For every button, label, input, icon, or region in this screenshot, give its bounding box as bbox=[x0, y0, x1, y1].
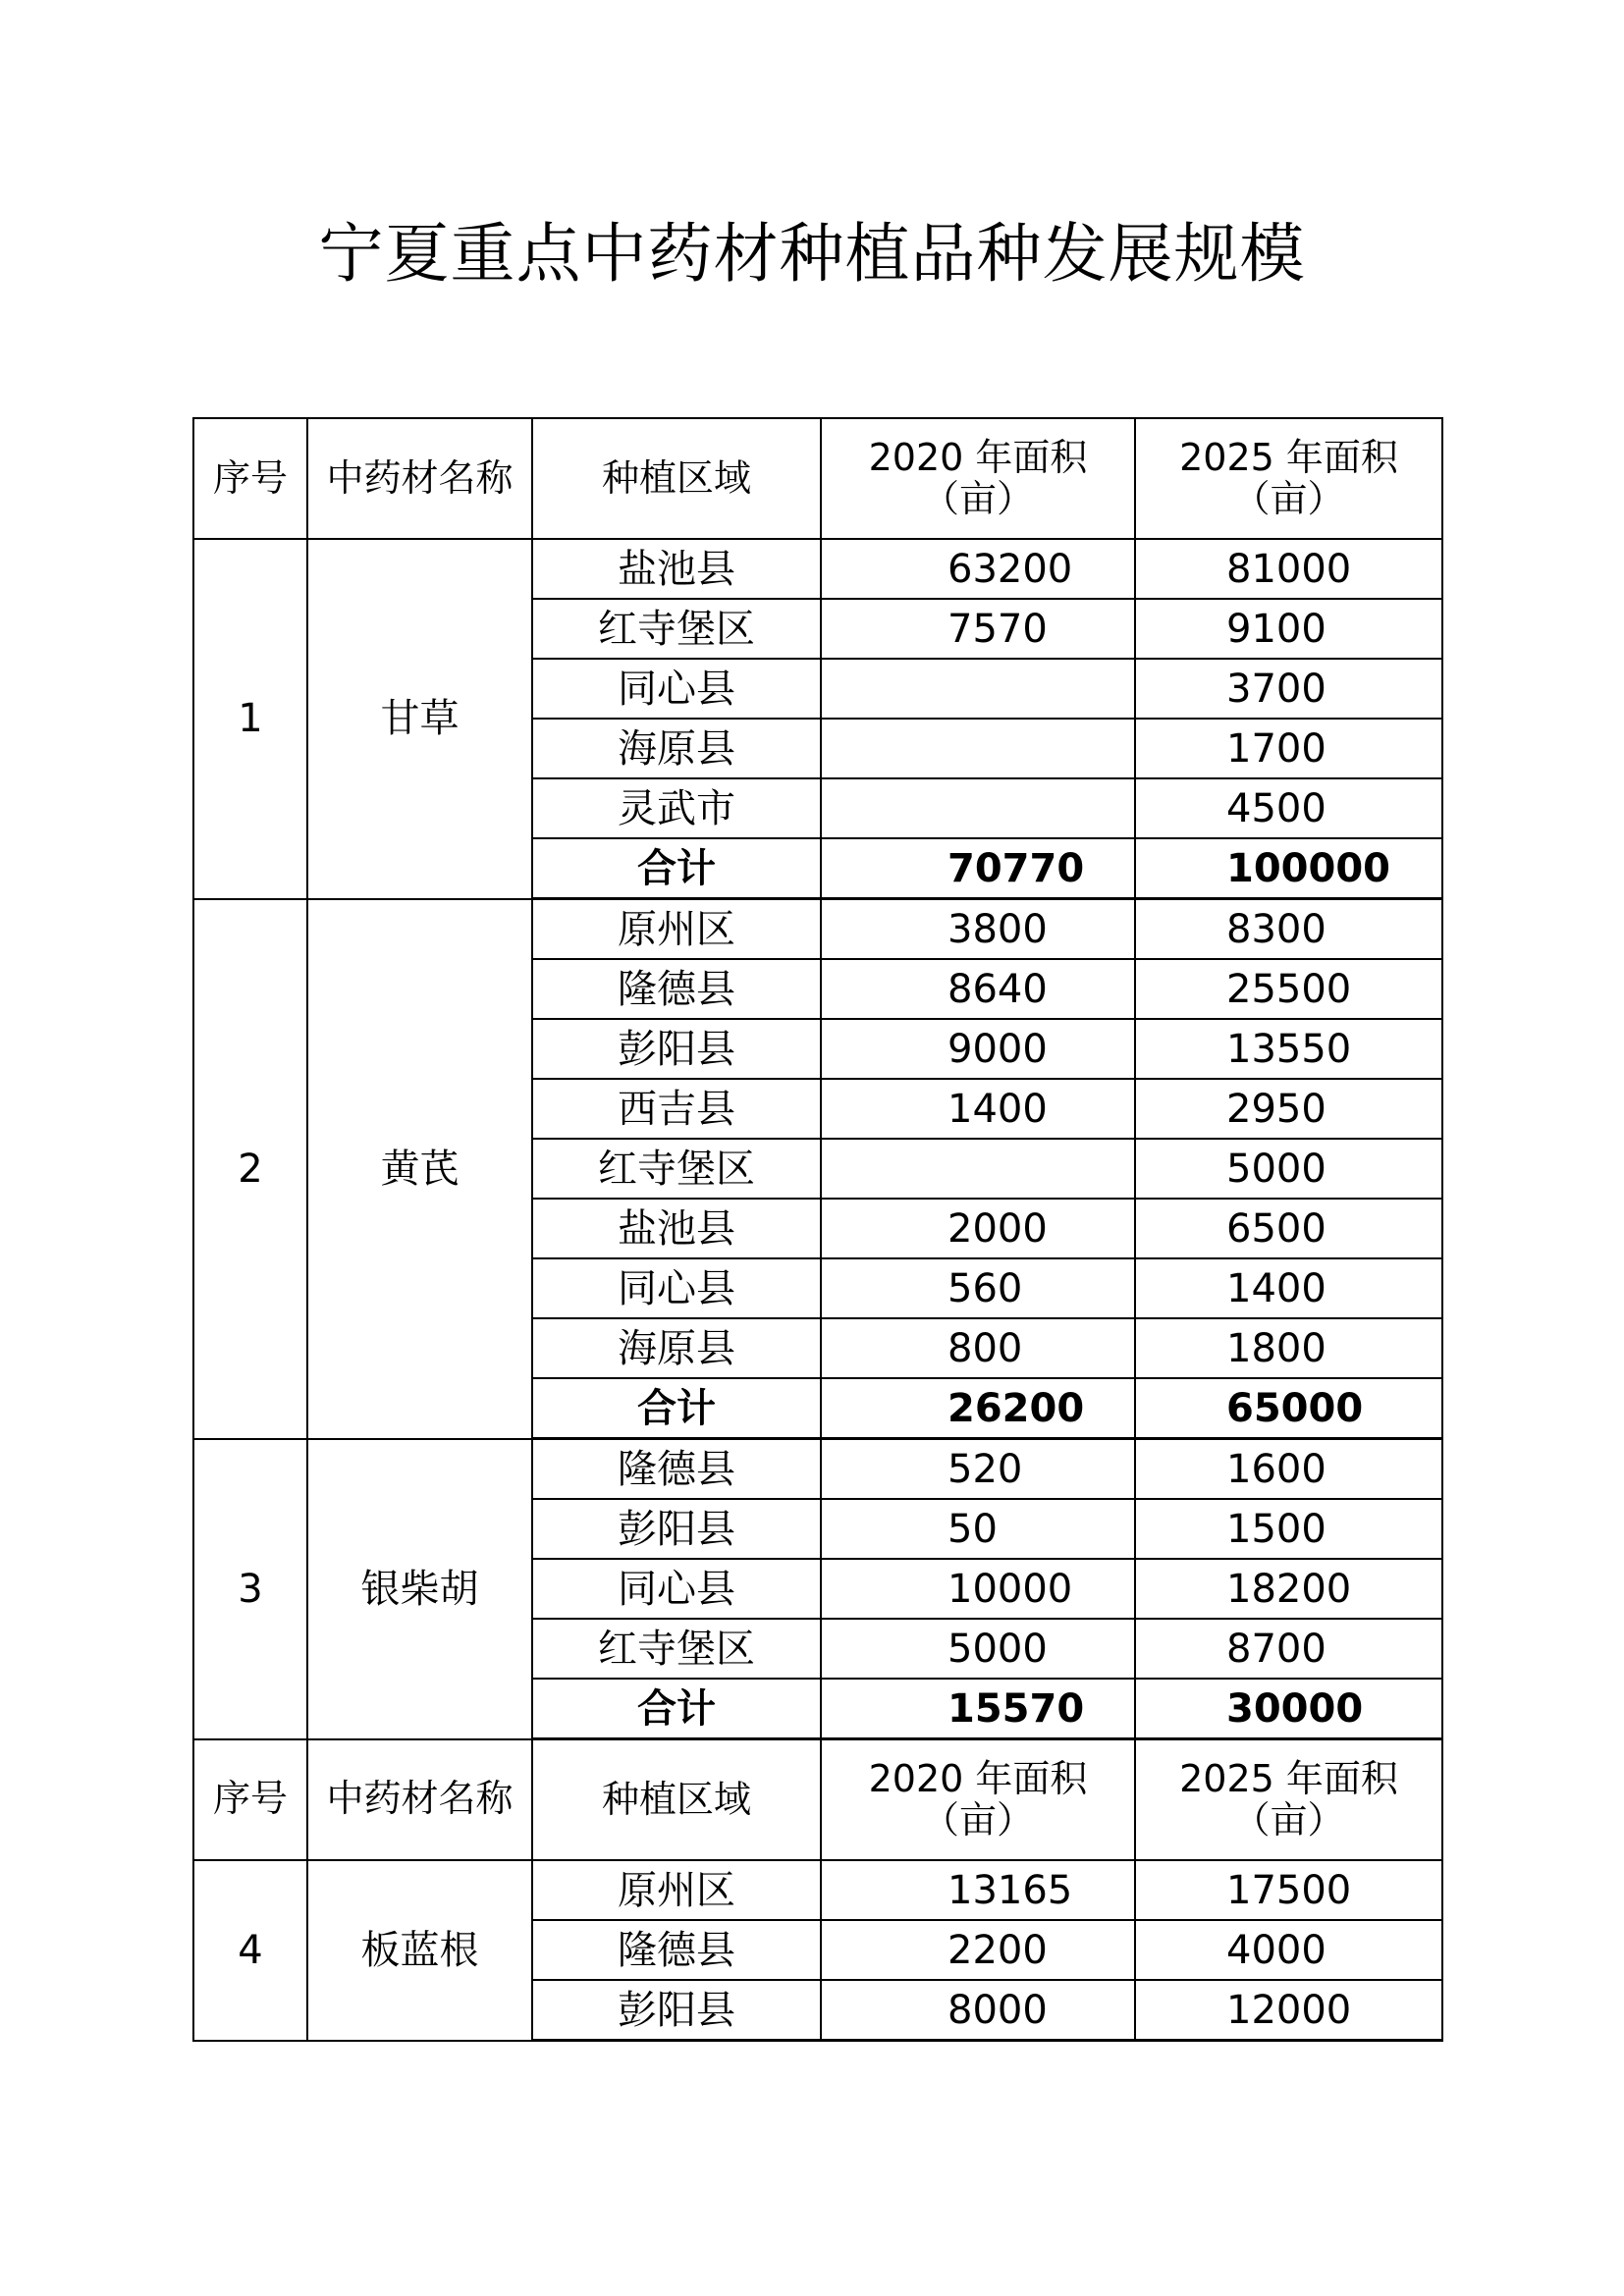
area-2025-cell: 6500 bbox=[1135, 1199, 1442, 1258]
area-2020-cell: 70770 bbox=[821, 838, 1135, 899]
area-2025-cell: 9100 bbox=[1135, 599, 1442, 659]
area-2020-cell: 1400 bbox=[821, 1079, 1135, 1139]
region-cell: 同心县 bbox=[532, 659, 821, 719]
header-area-2020 bbox=[821, 1739, 1135, 1861]
total-label-cell: 合计 bbox=[532, 838, 821, 899]
herb-name-cell: 黄芪 bbox=[307, 899, 532, 1439]
header-seq: 序号 bbox=[193, 1739, 307, 1861]
header-region: 种植区域 bbox=[532, 418, 821, 539]
area-2020-cell: 7570 bbox=[821, 599, 1135, 659]
area-2020-cell: 520 bbox=[821, 1439, 1135, 1500]
page-title: 宁夏重点中药材种植品种发展规模 bbox=[318, 216, 1306, 292]
area-2025-cell: 1800 bbox=[1135, 1318, 1442, 1378]
region-cell: 原州区 bbox=[532, 1860, 821, 1920]
header-area-2020-label: 2020 年面积 bbox=[868, 435, 1088, 479]
table-row bbox=[193, 539, 1442, 599]
area-2025-cell: 3700 bbox=[1135, 659, 1442, 719]
area-2025-cell: 13550 bbox=[1135, 1019, 1442, 1079]
area-2020-cell: 5000 bbox=[821, 1619, 1135, 1679]
seq-cell: 3 bbox=[193, 1439, 307, 1739]
table-header-row bbox=[193, 418, 1442, 539]
area-2020-cell bbox=[821, 719, 1135, 778]
region-cell: 红寺堡区 bbox=[532, 599, 821, 659]
area-2025-cell: 4500 bbox=[1135, 778, 1442, 838]
table-row bbox=[193, 1860, 1442, 1920]
region-cell: 隆德县 bbox=[532, 1439, 821, 1500]
header-area-2020-label: 2020 年面积 bbox=[868, 1756, 1088, 1800]
area-2025-cell: 25500 bbox=[1135, 959, 1442, 1019]
area-2025-cell: 100000 bbox=[1135, 838, 1442, 899]
area-2025-cell: 18200 bbox=[1135, 1559, 1442, 1619]
region-cell: 隆德县 bbox=[532, 1920, 821, 1980]
area-2020-cell: 63200 bbox=[821, 539, 1135, 599]
area-2020-cell bbox=[821, 778, 1135, 838]
area-2020-cell bbox=[821, 659, 1135, 719]
area-2025-cell: 8300 bbox=[1135, 899, 1442, 960]
header-area-2025-label: 2025 年面积 bbox=[1179, 1756, 1398, 1800]
herb-name-cell: 甘草 bbox=[307, 539, 532, 899]
header-region: 种植区域 bbox=[532, 1739, 821, 1861]
area-2020-cell: 50 bbox=[821, 1499, 1135, 1559]
region-cell: 同心县 bbox=[532, 1559, 821, 1619]
region-cell: 彭阳县 bbox=[532, 1980, 821, 2041]
area-2025-cell: 1600 bbox=[1135, 1439, 1442, 1500]
herb-name-cell: 板蓝根 bbox=[307, 1860, 532, 2041]
seq-cell: 2 bbox=[193, 899, 307, 1439]
herb-name-cell: 银柴胡 bbox=[307, 1439, 532, 1739]
region-cell: 隆德县 bbox=[532, 959, 821, 1019]
region-cell: 彭阳县 bbox=[532, 1019, 821, 1079]
header-area-2020 bbox=[821, 418, 1135, 539]
region-cell: 海原县 bbox=[532, 1318, 821, 1378]
area-2025-cell: 65000 bbox=[1135, 1378, 1442, 1439]
area-2025-cell: 12000 bbox=[1135, 1980, 1442, 2041]
area-2025-cell: 2950 bbox=[1135, 1079, 1442, 1139]
header-area-2020-unit: （亩） bbox=[921, 1797, 1034, 1842]
seq-cell: 4 bbox=[193, 1860, 307, 2041]
table-row bbox=[193, 1439, 1442, 1500]
area-2020-cell: 26200 bbox=[821, 1378, 1135, 1439]
region-cell: 红寺堡区 bbox=[532, 1619, 821, 1679]
area-2025-cell: 5000 bbox=[1135, 1139, 1442, 1199]
total-label-cell: 合计 bbox=[532, 1679, 821, 1739]
area-2020-cell: 800 bbox=[821, 1318, 1135, 1378]
region-cell: 红寺堡区 bbox=[532, 1139, 821, 1199]
table-header-row bbox=[193, 1739, 1442, 1861]
area-2025-cell: 17500 bbox=[1135, 1860, 1442, 1920]
area-2020-cell: 10000 bbox=[821, 1559, 1135, 1619]
region-cell: 西吉县 bbox=[532, 1079, 821, 1139]
area-2020-cell: 2200 bbox=[821, 1920, 1135, 1980]
header-area-2025-unit: （亩） bbox=[1232, 1797, 1345, 1842]
area-2025-cell: 8700 bbox=[1135, 1619, 1442, 1679]
header-area-2025 bbox=[1135, 1739, 1442, 1861]
region-cell: 彭阳县 bbox=[532, 1499, 821, 1559]
header-area-2025 bbox=[1135, 418, 1442, 539]
area-2025-cell: 1400 bbox=[1135, 1258, 1442, 1318]
header-area-2025-unit: （亩） bbox=[1232, 476, 1345, 520]
region-cell: 同心县 bbox=[532, 1258, 821, 1318]
area-2025-cell: 1500 bbox=[1135, 1499, 1442, 1559]
region-cell: 原州区 bbox=[532, 899, 821, 960]
area-2020-cell: 2000 bbox=[821, 1199, 1135, 1258]
area-2020-cell: 560 bbox=[821, 1258, 1135, 1318]
area-2020-cell: 15570 bbox=[821, 1679, 1135, 1739]
seq-cell: 1 bbox=[193, 539, 307, 899]
region-cell: 盐池县 bbox=[532, 1199, 821, 1258]
header-area-2020-unit: （亩） bbox=[921, 476, 1034, 520]
header-herb-name: 中药材名称 bbox=[307, 418, 532, 539]
header-area-2025-label: 2025 年面积 bbox=[1179, 435, 1398, 479]
total-label-cell: 合计 bbox=[532, 1378, 821, 1439]
planting-scale-table bbox=[192, 417, 1443, 2042]
header-herb-name: 中药材名称 bbox=[307, 1739, 532, 1861]
region-cell: 海原县 bbox=[532, 719, 821, 778]
region-cell: 灵武市 bbox=[532, 778, 821, 838]
area-2025-cell: 4000 bbox=[1135, 1920, 1442, 1980]
area-2025-cell: 1700 bbox=[1135, 719, 1442, 778]
area-2020-cell: 8000 bbox=[821, 1980, 1135, 2041]
area-2020-cell bbox=[821, 1139, 1135, 1199]
area-2020-cell: 9000 bbox=[821, 1019, 1135, 1079]
area-2025-cell: 81000 bbox=[1135, 539, 1442, 599]
area-2020-cell: 3800 bbox=[821, 899, 1135, 960]
header-seq: 序号 bbox=[193, 418, 307, 539]
area-2020-cell: 8640 bbox=[821, 959, 1135, 1019]
table-row bbox=[193, 899, 1442, 960]
area-2025-cell: 30000 bbox=[1135, 1679, 1442, 1739]
area-2020-cell: 13165 bbox=[821, 1860, 1135, 1920]
region-cell: 盐池县 bbox=[532, 539, 821, 599]
